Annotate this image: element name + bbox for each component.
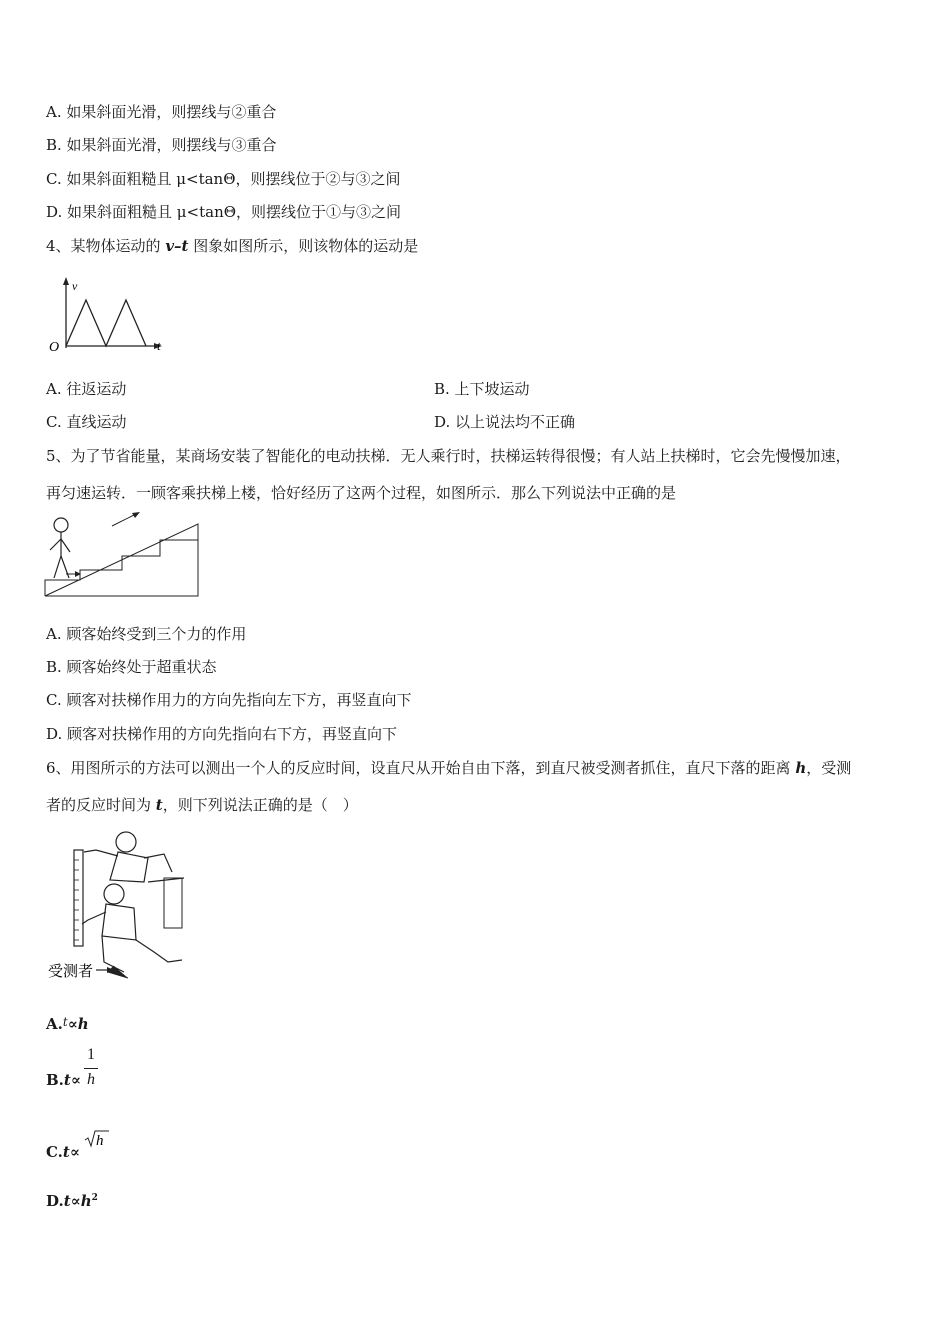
tester-person bbox=[84, 832, 184, 882]
q4-option-a: A. 往返运动 bbox=[46, 380, 127, 398]
subject-shoe bbox=[108, 966, 128, 978]
table bbox=[164, 878, 182, 928]
q6-option-c-radicand: h bbox=[96, 1133, 104, 1149]
q6-stem-line2: 者的反应时间为 t，则下列说法正确的是（ ） bbox=[46, 796, 358, 814]
person-leg-left bbox=[54, 556, 61, 578]
q6-option-b: B.t∝ bbox=[46, 1071, 81, 1089]
v-axis-arrow bbox=[63, 277, 69, 285]
person-arm-right bbox=[61, 539, 70, 552]
q6-option-b-denominator: h bbox=[87, 1071, 95, 1088]
q5-stem-line1: 5、为了节省能量，某商场安装了智能化的电动扶梯．无人乘行时，扶梯运转得很慢；有人站上扶梯时，它会先慢慢加速， bbox=[46, 447, 851, 465]
q4-option-c: C. 直线运动 bbox=[46, 413, 127, 431]
person-arm-left bbox=[50, 539, 61, 550]
vt-graph bbox=[46, 274, 168, 358]
q6-option-c-radical bbox=[84, 1128, 110, 1150]
q3-option-b: B. 如果斜面光滑，则摆线与③重合 bbox=[46, 136, 277, 154]
q5-option-c: C. 顾客对扶梯作用力的方向先指向左下方，再竖直向下 bbox=[46, 691, 412, 709]
q6-stem-line1: 6、用图所示的方法可以测出一个人的反应时间，设直尺从开始自由下落，到直尺被受测者抓住，直尺下落的距离 h，受测 bbox=[46, 759, 852, 777]
ruler bbox=[74, 850, 83, 946]
person-head bbox=[54, 518, 68, 532]
subject-label: 受测者 bbox=[48, 962, 94, 980]
origin-label: O bbox=[49, 340, 60, 355]
escalator-figure bbox=[42, 508, 204, 600]
q4-option-b: B. 上下坡运动 bbox=[434, 380, 530, 398]
q3-option-c: C. 如果斜面粗糙且 μ<tanΘ，则摆线位于②与③之间 bbox=[46, 170, 401, 188]
q6-option-d: $D.t\propto h^2$ bbox=[46, 1192, 98, 1210]
q6-option-b-numerator: 1 bbox=[87, 1046, 95, 1063]
q6-option-a: A.$^t$∝h bbox=[46, 1015, 89, 1033]
q6-option-b-fraction-bar bbox=[84, 1068, 98, 1069]
t-axis-label: t bbox=[157, 338, 161, 353]
reaction-time-figure bbox=[44, 828, 189, 984]
q4-option-d: D. 以上说法均不正确 bbox=[434, 413, 576, 431]
q5-option-d: D. 顾客对扶梯作用的方向先指向右下方，再竖直向下 bbox=[46, 725, 398, 743]
q4-stem: 4、某物体运动的 v–t 图象如图所示，则该物体的运动是 bbox=[46, 237, 419, 255]
person-leg-right bbox=[61, 556, 69, 578]
v-axis-label: v bbox=[72, 279, 78, 293]
q5-option-b: B. 顾客始终处于超重状态 bbox=[46, 658, 217, 676]
q3-option-d: D. 如果斜面粗糙且 μ<tanΘ，则摆线位于①与③之间 bbox=[46, 203, 402, 221]
triangular-wave bbox=[66, 300, 146, 346]
q6-option-c: C.t∝ bbox=[46, 1143, 80, 1161]
q5-option-a: A. 顾客始终受到三个力的作用 bbox=[46, 625, 247, 643]
q3-option-a: A. 如果斜面光滑，则摆线与②重合 bbox=[46, 103, 277, 121]
q5-stem-line2: 再匀速运转．一顾客乘扶梯上楼，恰好经历了这两个过程，如图所示．那么下列说法中正确的是 bbox=[46, 484, 677, 502]
